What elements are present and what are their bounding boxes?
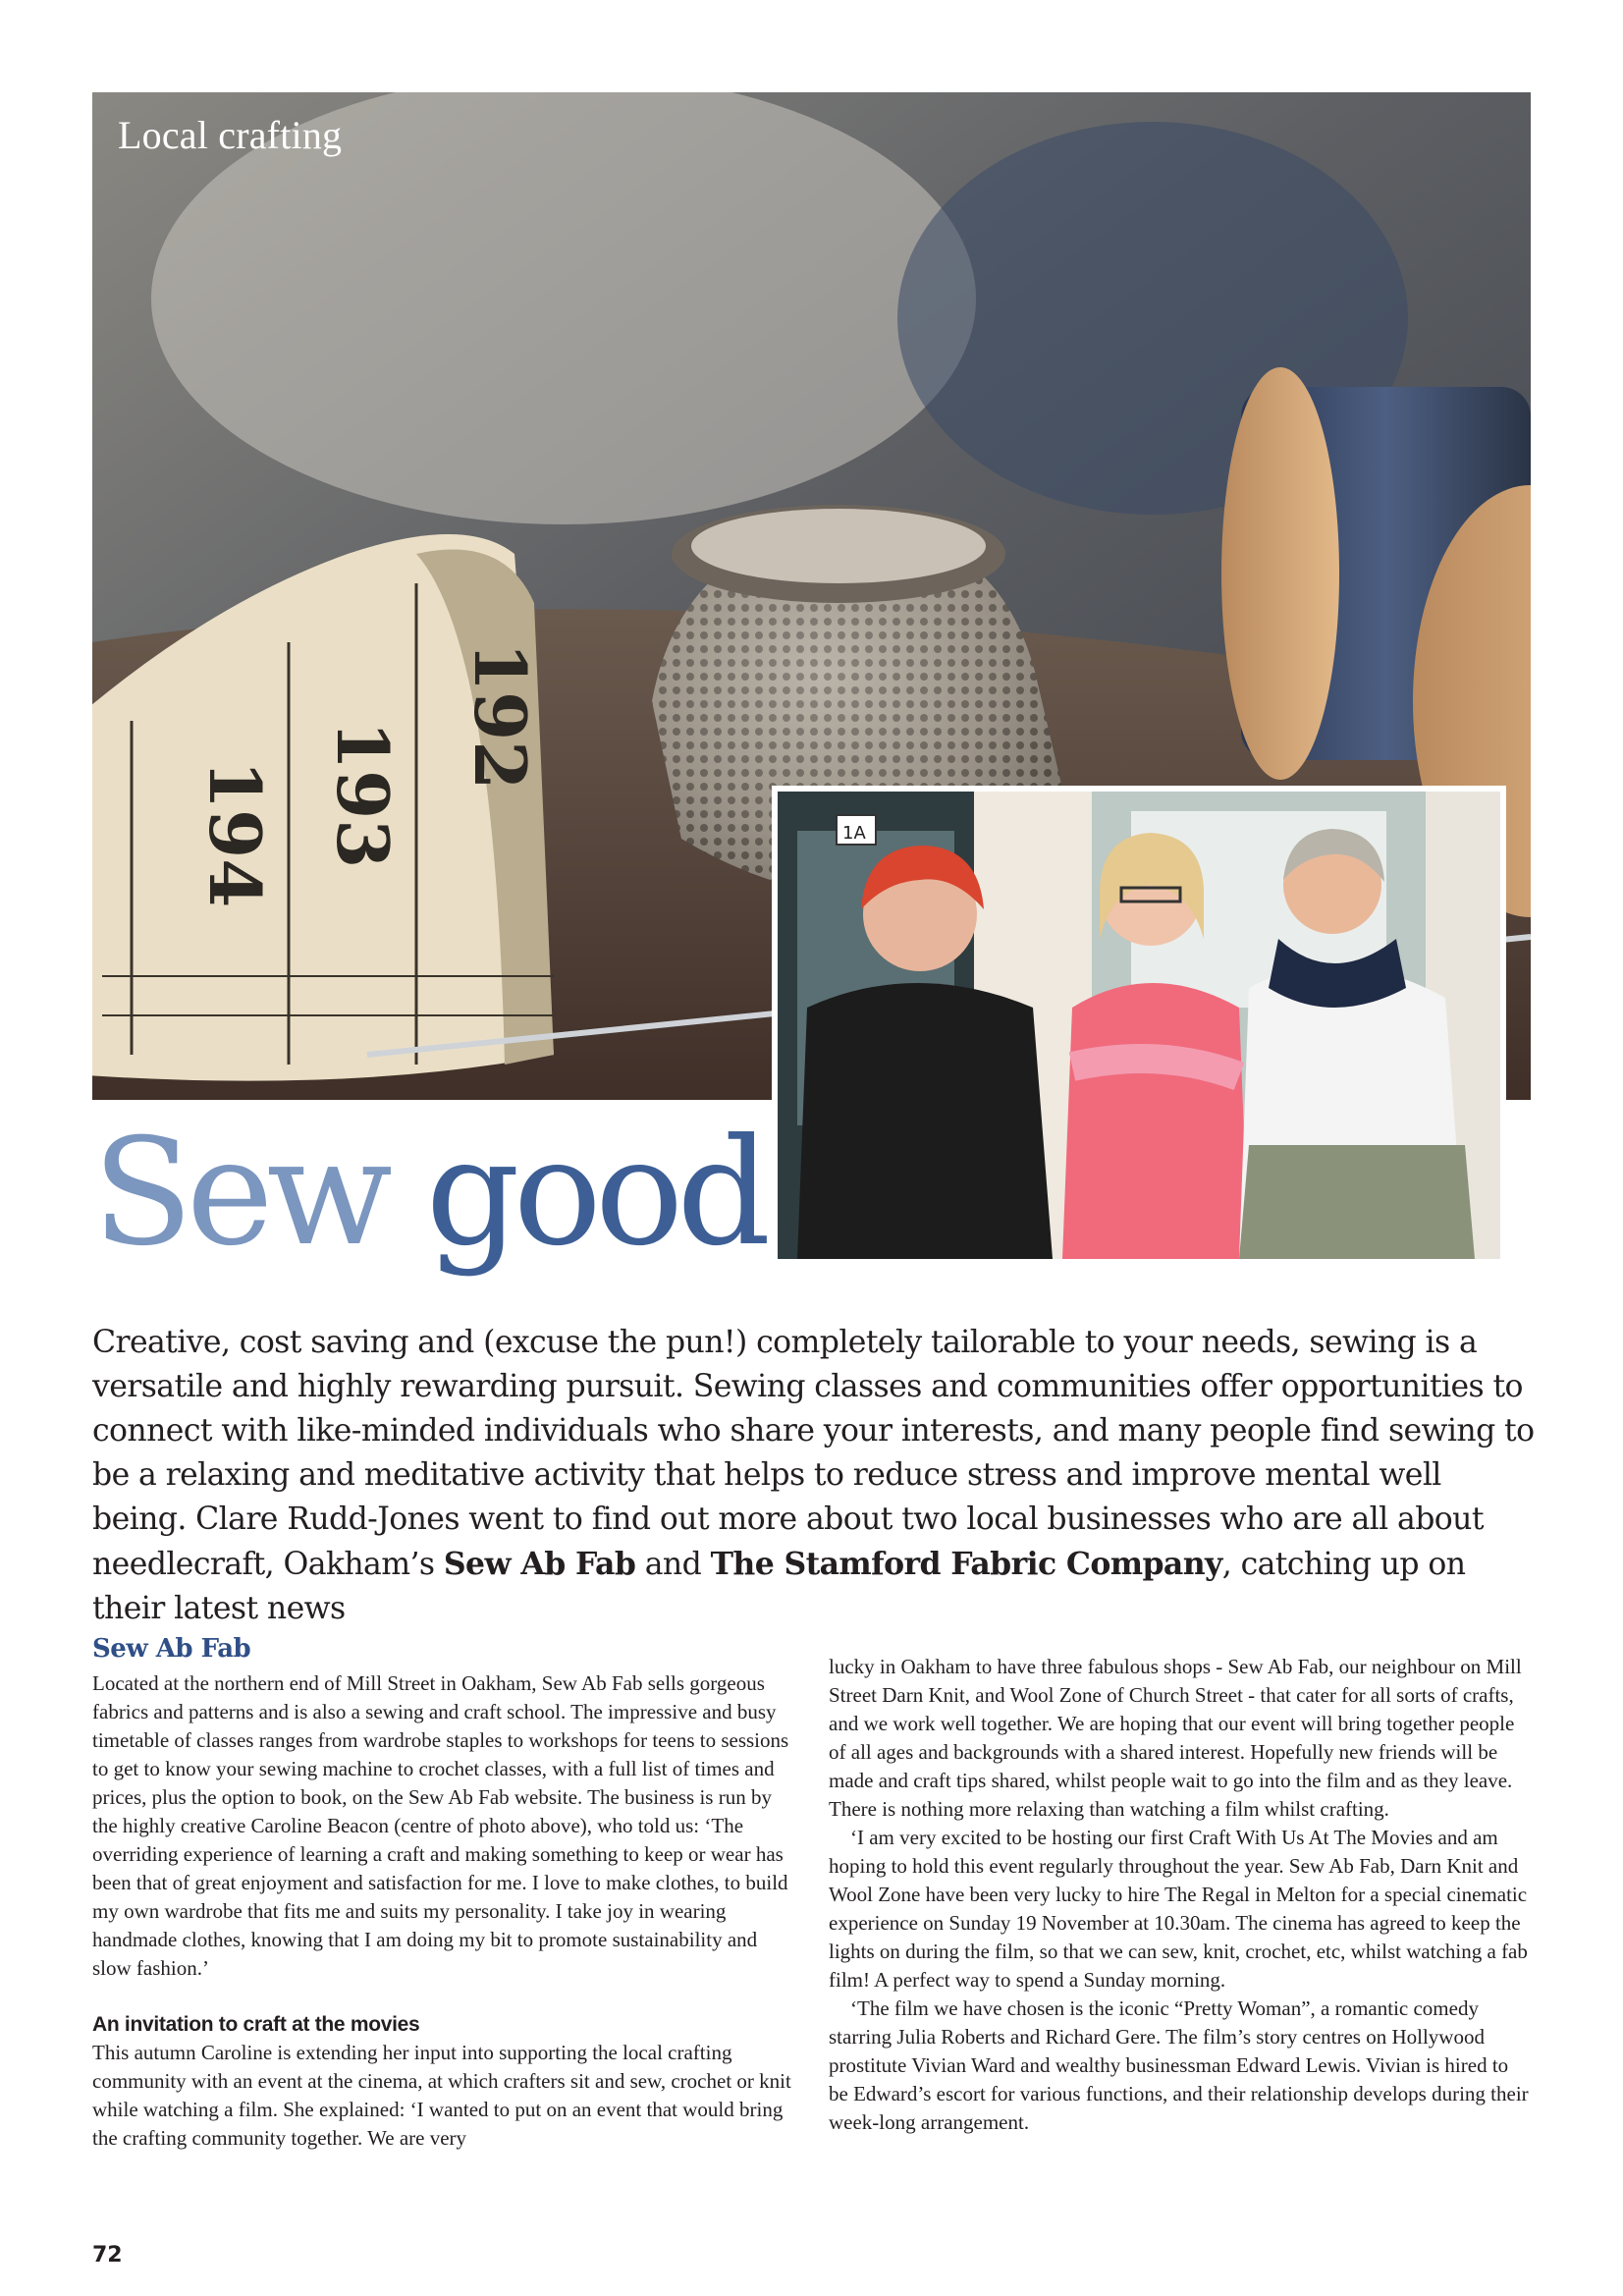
article-paragraph-5: ‘The film we have chosen is the iconic “Pretty Woman”, a romantic comedy starring Julia Roberts and Richard Gere. The film’s story centres on Hollywood prostitute Vivian Ward and wealthy businessman Edward Lewis. Vivian is hired to be Edward’s escort for various functions, and their relationship develops during their week-long arrangement. <box>829 1996 1529 2134</box>
headline <box>92 1108 765 1279</box>
sub-heading: An invitation to craft at the movies <box>92 2013 420 2036</box>
article-paragraph-2: This autumn Caroline is extending her input into supporting the local crafting community with an event at the cinema, at which crafters sit and sew, crochet or knit while watching a film. She explained: ‘I wanted to put on an event that would bring the crafting community together. We are very <box>92 2041 791 2150</box>
section-tag: Local crafting <box>118 113 343 157</box>
standfirst <box>92 1321 1541 1631</box>
standfirst-and: and <box>635 1547 711 1582</box>
section-heading: Sew Ab Fab <box>92 1634 251 1664</box>
standfirst-outro: , catching up on their latest news <box>92 1547 1466 1626</box>
standfirst-business-2: The Stamford Fabric Company <box>710 1546 1222 1582</box>
shop-number-label: 1A <box>842 823 866 844</box>
tape-number-194: 194 <box>193 760 277 908</box>
headline-word-2: good <box>425 1108 765 1279</box>
headline-word-1: Sew <box>92 1108 386 1279</box>
three-women-outside-shop-illustration <box>778 792 1500 1259</box>
page-number: 72 <box>92 2243 123 2268</box>
article-column-left <box>92 1635 795 2153</box>
standfirst-intro: Creative, cost saving and (excuse the pun!) completely tailorable to your needs, sewing is a versatile and highly rewarding pursuit. Sewing classes and communities offer opportunities to connect with like-minded individuals who share your interests, and many people find sewing to be a relaxing and meditative activity that helps to reduce stress and improve mental well being. Clare Rudd-Jones went to find out more about two local businesses who are all about needlecraft, Oakham’s <box>92 1325 1535 1582</box>
article-paragraph-1: Located at the northern end of Mill Street in Oakham, Sew Ab Fab sells gorgeous fabrics and patterns and is also a sewing and craft school. The impressive and busy timetable of classes ranges from wardrobe staples to workshops for teens to sessions to get to know your sewing machine to crochet classes, with a full list of times and prices, plus the option to book, on the Sew Ab Fab website. The business is run by the highly creative Caroline Beacon (centre of photo above), who told us: ‘The overriding experience of learning a craft and making something to keep or wear has been that of great enjoyment and satisfaction for me. I love to make clothes, to build my own wardrobe that fits me and suits my personality. I take joy in wearing handmade clothes, knowing that I am doing my bit to promote sustainability and slow fashion.’ <box>92 1671 789 1980</box>
tape-number-193: 193 <box>321 721 405 869</box>
article-column-right <box>829 1653 1532 2137</box>
tape-number-192: 192 <box>459 642 542 791</box>
article-paragraph-3: lucky in Oakham to have three fabulous shops - Sew Ab Fab, our neighbour on Mill Street Darn Knit, and Wool Zone of Church Street - that cater for all sorts of crafts, and we work well together. We are hoping that our event will bring together people of all ages and backgrounds with a shared interest. Hopefully new friends will be made and craft tips shared, whilst people wait to go into the film and as they leave. There is nothing more relaxing than watching a film whilst crafting. <box>829 1655 1522 1821</box>
inset-photo <box>772 786 1506 1265</box>
article-paragraph-4: ‘I am very excited to be hosting our first Craft With Us At The Movies and am hoping to hold this event regularly throughout the year. Sew Ab Fab, Darn Knit and Wool Zone have been very lucky to hire The Regal in Melton for a special cinematic experience on Sunday 19 November at 10.30am. The cinema has agreed to keep the lights on during the film, so that we can sew, knit, crochet, etc, whilst watching a fab film! A perfect way to spend a Sunday morning. <box>829 1826 1528 1992</box>
standfirst-business-1: Sew Ab Fab <box>443 1546 636 1582</box>
